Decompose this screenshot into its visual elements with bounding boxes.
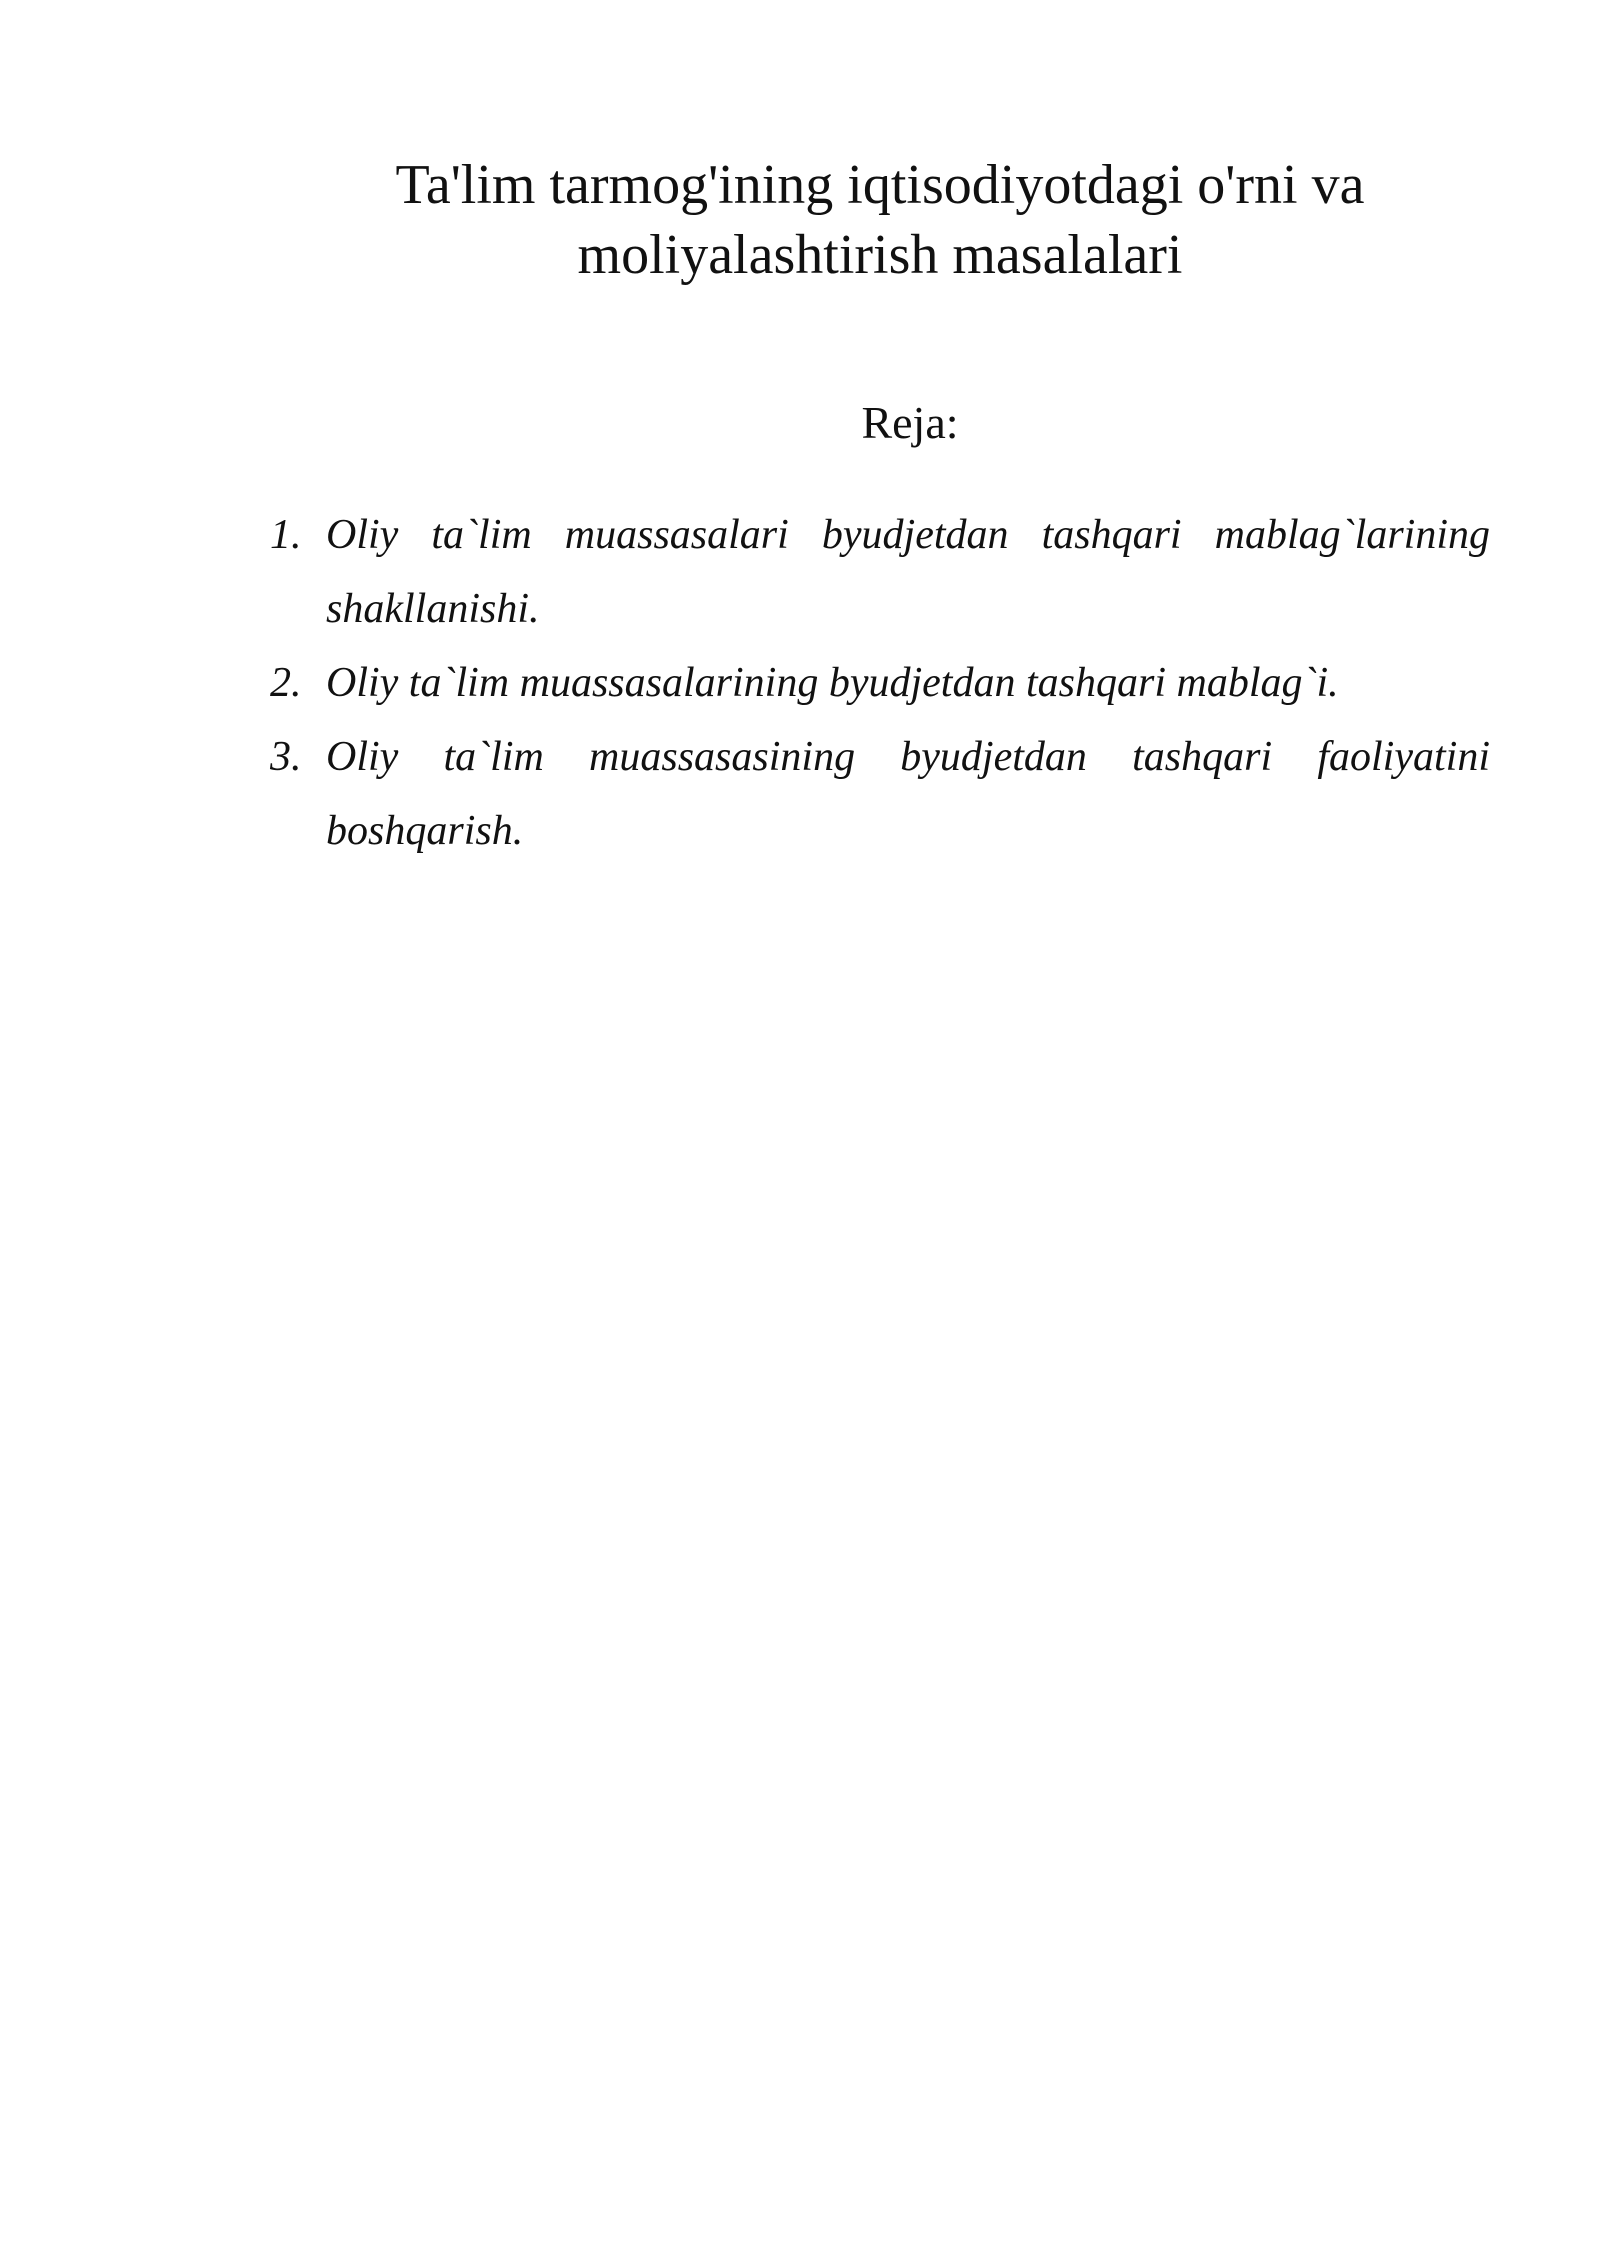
list-item (270, 646, 1490, 720)
list-item-text: Oliy ta`lim muassasasining byudjetdan tashqari faoliyatini boshqarish. (326, 734, 1490, 854)
list-item-text: Oliy ta`lim muassasalarining byudjetdan tashqari mablag`i. (326, 660, 1339, 706)
list-item-number: 1. (270, 512, 302, 558)
document-title: Ta'lim tarmog'ining iqtisodiyotdagi o'rni va moliyalashtirish masalalari (395, 154, 1365, 286)
plan-heading: Reja: (861, 397, 959, 448)
plan-list (270, 498, 1490, 868)
list-item (270, 498, 1490, 646)
list-item-text: Oliy ta`lim muassasalari byudjetdan tashqari mablag`larining shakllanishi. (326, 512, 1490, 632)
list-item (270, 720, 1490, 868)
list-item-number: 3. (270, 734, 302, 780)
list-item-number: 2. (270, 660, 302, 706)
